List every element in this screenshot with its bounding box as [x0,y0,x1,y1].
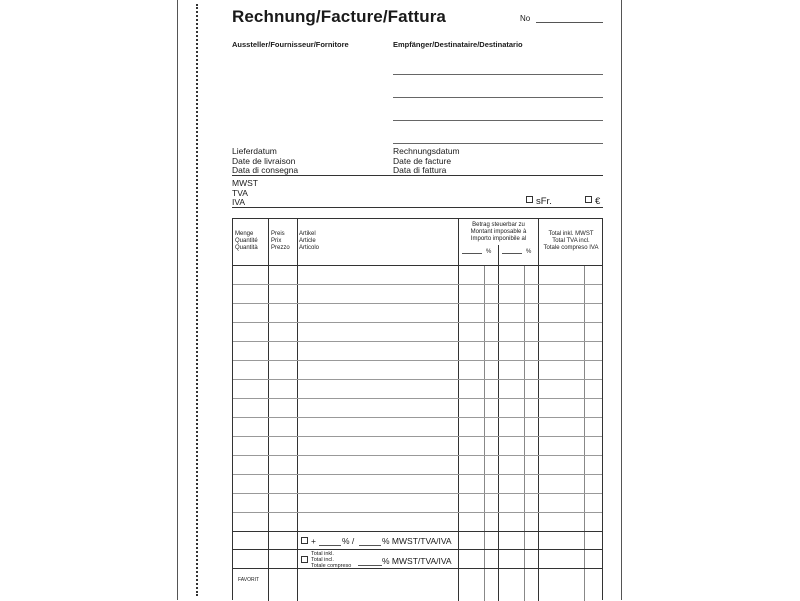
header-divider [233,265,602,266]
delivery-date-label: Lieferdatum Date de livraison Data di consegna [232,146,299,175]
taxable-rate-2-field[interactable] [502,253,522,254]
vat-mid-label: % / [342,536,355,546]
col-divider-taxable [498,245,499,601]
col-sub-divider-1 [484,265,485,601]
invoice-number-label: No [520,14,531,23]
date-line[interactable] [232,175,603,176]
table-row[interactable] [233,360,602,361]
col-divider-article [458,219,459,601]
vat-end-label: % MWST/TVA/IVA [382,536,452,546]
recipient-line-2[interactable] [393,97,603,98]
header-quantity: Menge Quantité Quantità [235,231,258,251]
vat-plus-checkbox[interactable] [301,537,308,544]
table-row[interactable] [233,379,602,380]
recipient-line-1[interactable] [393,74,603,75]
table-row[interactable] [233,493,602,494]
header-total: Total inkl. MWST Total TVA incl. Totale compreso IVA [543,231,599,251]
eur-checkbox[interactable] [585,196,592,203]
table-row[interactable] [233,455,602,456]
table-row[interactable] [233,341,602,342]
pct-sign-1: % [486,249,492,255]
table-row[interactable] [233,303,602,304]
table-row[interactable] [233,284,602,285]
table-row[interactable] [233,417,602,418]
col-divider-quantity [268,219,269,601]
invoice-number-field[interactable] [536,22,603,23]
recipient-line-3[interactable] [393,120,603,121]
col-divider-total [538,219,539,601]
invoice-table [232,218,603,600]
vat-plus-label: + [311,536,316,546]
footer-divider-1 [233,531,602,532]
footer-divider-3 [233,568,602,569]
table-row[interactable] [233,322,602,323]
perforation-line [196,4,198,596]
total-end-label: % MWST/TVA/IVA [382,556,452,566]
invoice-date-label: Rechnungsdatum Date de facture Data di fattura [393,146,460,175]
col-divider-price [297,219,298,601]
header-price: Preis Prix Prezzo [271,231,290,251]
total-rate-field[interactable] [358,565,382,566]
total-label: Total inkl. Total incl. Totale compreso [311,551,352,569]
taxable-rate-1-field[interactable] [462,253,482,254]
vat-label: MWST TVA IVA [232,178,258,207]
col-sub-divider-3 [584,265,585,601]
pct-sign-2: % [526,249,532,255]
table-row[interactable] [233,512,602,513]
chf-checkbox[interactable] [526,196,533,203]
eur-label: € [595,196,601,207]
recipient-label: Empfänger/Destinataire/Destinatario [393,40,523,49]
brand-label: FAVORIT [238,577,260,583]
chf-label: sFr. [536,196,552,207]
col-sub-divider-2 [524,265,525,601]
vat-rate-2-field[interactable] [359,545,381,546]
header-article: Artikel Article Articolo [299,231,320,251]
vat-line[interactable] [232,207,603,208]
table-row[interactable] [233,474,602,475]
table-row[interactable] [233,436,602,437]
header-taxable: Betrag steuerbar zu Montant imposable à Importo imponibile al [470,222,527,242]
vat-rate-field[interactable] [319,545,341,546]
total-checkbox[interactable] [301,556,308,563]
recipient-line-4[interactable] [393,143,603,144]
issuer-label: Aussteller/Fournisseur/Fornitore [232,40,349,49]
footer-divider-2 [233,549,602,550]
invoice-title: Rechnung/Facture/Fattura [232,7,446,26]
table-row[interactable] [233,398,602,399]
